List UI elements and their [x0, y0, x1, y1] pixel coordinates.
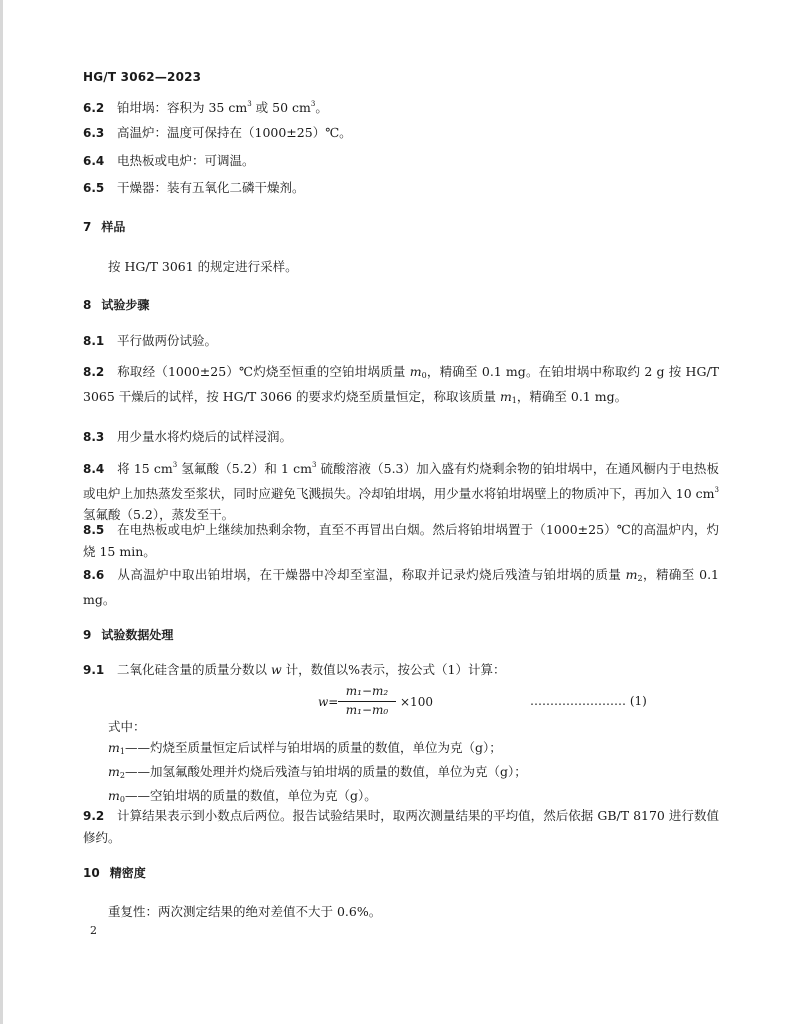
- clause-6-3: 6.3 高温炉：温度可保持在（1000±25）℃。: [83, 125, 352, 140]
- clause-9-2: 9.2 计算结果表示到小数点后两位。报告试验结果时，取两次测量结果的平均值，然后依据 GB/T 8170 进行数值修约。: [83, 808, 719, 845]
- page-number: 2: [90, 924, 97, 937]
- clause-8-6: 8.6 从高温炉中取出铂坩埚，在干燥器中冷却至室温，称取并记录灼烧后残渣与铂坩埚的质量 $m_2$，精确至 0.1 mg。: [83, 567, 719, 607]
- definition-m2: $m_2——$加氢氟酸处理并灼烧后残渣与铂坩埚的质量的数值，单位为克（g）；: [108, 764, 527, 780]
- clause-number: 6.3: [83, 126, 105, 140]
- section-8-heading: 8 试验步骤: [83, 298, 150, 312]
- clause-number: 6.5: [83, 181, 105, 195]
- clause-number: 6.2: [83, 101, 105, 115]
- where-label: 式中：: [108, 719, 146, 734]
- section-9-heading: 9 试验数据处理: [83, 628, 174, 642]
- clause-6-2: 6.2 铂坩埚：容积为 35 $cm^3$ 或 50 $cm^3$。: [83, 100, 328, 115]
- variable-definitions: [108, 738, 527, 810]
- clause-6-4: 6.4 电热板或电炉：可调温。: [83, 153, 255, 168]
- formula-numerator: m₁−m₂: [345, 684, 389, 698]
- clause-8-5: 8.5 在电热板或电炉上继续加热剩余物，直至不再冒出白烟。然后将铂坩埚置于（1000±25）℃的高温炉内，灼烧 15 min。: [83, 522, 719, 559]
- definition-m1: $m_1——$灼烧至质量恒定后试样与铂坩埚的质量的数值，单位为克（g）；: [108, 740, 502, 756]
- clause-8-2: 8.2 称取经（1000±25）℃灼烧至恒重的空铂坩埚质量 $m_0$，精确至 0.1 mg。在铂坩埚中称取约 2 g 按 HG/T 3065 干燥后的试样，按 HG/T 3066 的要求灼烧至质量恒定，称取该质量 $m_1$，精确至 0.1 mg。: [83, 364, 719, 405]
- clause-9-1: 9.1 二氧化硅含量的质量分数以 w 计，数值以%表示，按公式（1）计算：: [83, 662, 506, 677]
- definition-m0: $m_0——$空铂坩埚的质量的数值，单位为克（g）。: [108, 788, 377, 804]
- standard-code-header: HG/T 3062—2023: [83, 70, 202, 84]
- scan-edge: [0, 0, 3, 1024]
- clause-number: 6.4: [83, 154, 105, 168]
- section-10-body: 重复性：两次测定结果的绝对差值不大于 0.6%。: [108, 904, 382, 919]
- section-7-body: 按 HG/T 3061 的规定进行采样。: [108, 259, 298, 274]
- clause-8-4: 8.4 将 15 $cm^3$ 氢氟酸（5.2）和 1 $cm^3$ 硫酸溶液（5.3）加入盛有灼烧剩余物的铂坩埚中，在通风橱内于电热板或电炉上加热蒸发至浆状，同时应避免飞溅损失。冷却铂坩埚，用少量水将铂坩埚壁上的物质冲下，再加入 10 $cm^3$ 氢氟酸（5.2），蒸发至干。: [83, 461, 719, 522]
- clause-6-5: 6.5 干燥器：装有五氧化二磷干燥剂。: [83, 180, 305, 195]
- document-page: HG/T 3062—2023 6.2 铂坩埚：容积为 35 $cm^3$ 或 50 $cm^3$。 6.3 高温炉：温度可保持在（1000±25）℃。 6.4 电热板或电炉：可调温。 6.5 干燥器：装有五氧化二磷干燥剂。 7 样品 按 HG/T 3061 的规定进行采样。 8 试验步骤 8.1 平行做两份试验。 8.2 称取经（1000±25）℃灼烧至恒重的空铂坩埚质量 $m_0$，精确至 0.1 mg。在铂坩埚中称取约 2 g 按 HG/T 3065 干燥后的试样，按 HG/T 3066 的要求灼烧至质量恒定，称取该质量 $m_1$，精确至 0.1 mg。 8.3 用少量水将灼烧后的试样浸润。 8.4 将 15 $cm^3$ 氢氟酸（5.2）和 1 $cm^3$ 硫酸溶液（5.3）加入盛有灼烧剩余物的铂坩埚中，在通风橱内于电热板或电炉上加热蒸发至浆状，同时应避免飞溅损失。冷却铂坩埚，用少量水将铂坩埚壁上的物质冲下，再加入 10 $cm^3$ 氢氟酸（5.2），蒸发至干。 8.5 在电热板或电炉上继续加热剩余物，直至不再冒出白烟。然后将铂坩埚置于（1000±25）℃的高温炉内，灼烧 15 min。 8.6 从高温炉中取出铂坩埚，在干燥器中冷却至室温，称取并记录灼烧后残渣与铂坩埚的质量 $m_2$，精确至 0.1 mg。 9 试验数据处理 9.1 二氧化硅含量的质量分数以 w 计，数值以%表示，按公式（1）计算： w= m₁−m₂ m₁−m₀ ×100 …………………… (1) 式中： $m_1——$灼烧至质量恒定后试样与铂坩埚的质量的数值，单位为克（g）； $m_2——$加氢氟酸处理并灼烧后残渣与铂坩埚的质量的数值，单位为克（g）； $m_0——$空铂坩埚的质量的数值，单位为克（g）。 9.2 计算结果表示到小数点后两位。报告试验结果时，取两次测量结果的平均值，然后依据 GB/T 8170 进行数值修约。 10 精密度 重复性：两次测定结果的绝对差值不大于 0.6%。 2: [0, 0, 791, 1024]
- equation-number: …………………… (1): [530, 694, 647, 708]
- formula-denominator: m₁−m₀: [345, 703, 389, 717]
- section-10-heading: 10 精密度: [83, 866, 146, 880]
- fraction-bar: [338, 701, 396, 702]
- section-7-heading: 7 样品: [83, 220, 126, 234]
- clause-8-3: 8.3 用少量水将灼烧后的试样浸润。: [83, 429, 293, 444]
- clause-8-1: 8.1 平行做两份试验。: [83, 333, 218, 348]
